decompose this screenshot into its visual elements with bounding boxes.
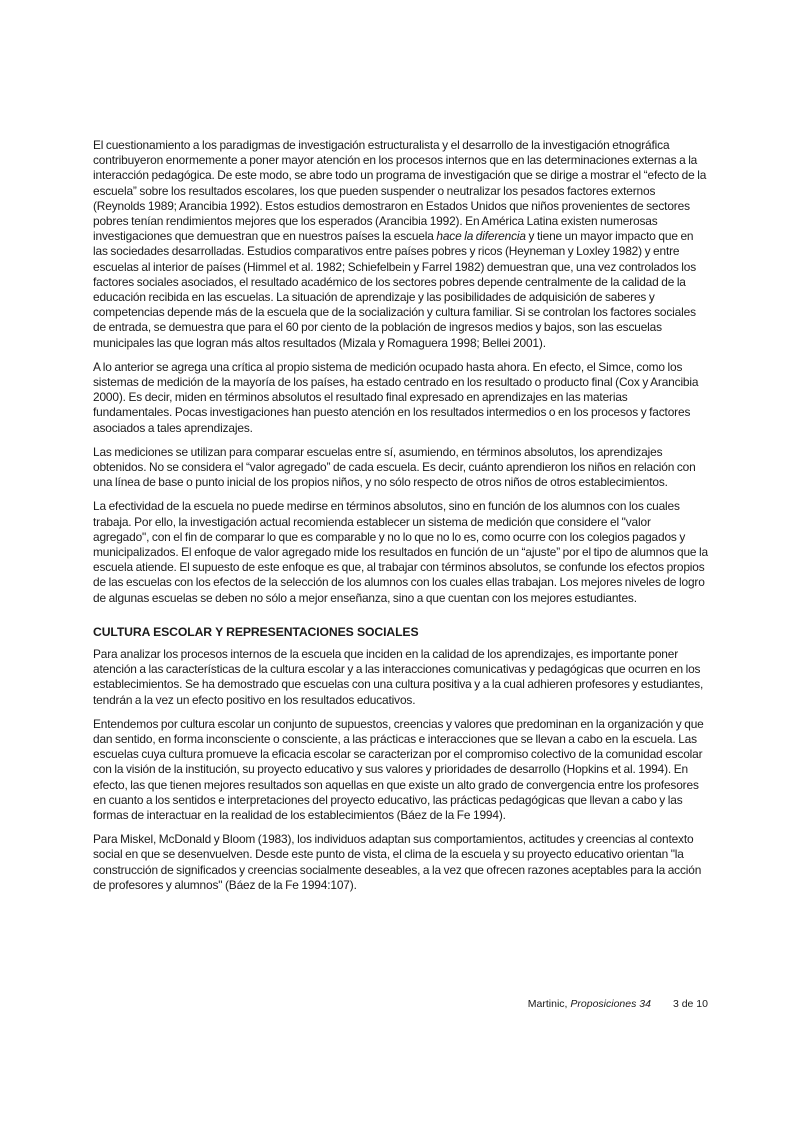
document-body: [93, 138, 709, 902]
section-heading: CULTURA ESCOLAR Y REPRESENTACIONES SOCIALES: [93, 624, 419, 639]
paragraph: [93, 138, 709, 351]
page-footer: [528, 997, 708, 1011]
paragraph: Para analizar los procesos internos de la escuela que inciden en la calidad de los aprendizajes, es importante poner atención a las características de la cultura escolar y a las interacciones comunicativas y pedagógicas que ocurren en los establecimientos. Se ha demostrado que escuelas con una cultura positiva y a la cual adhieren profesores y estudiantes, tendrán a la vez un efecto positivo en los resultados educativos.: [93, 646, 704, 707]
footer-journal: Proposiciones 34: [570, 998, 651, 1010]
paragraph: A lo anterior se agrega una crítica al propio sistema de medición ocupado hasta ahora. En efecto, el Simce, como los sistemas de medición de la mayoría de los países, ha estado centrado en los resultado o producto final (Cox y Arancibia 2000). Es decir, miden en términos absolutos el resultado final expresado en aprendizajes en las materias fundamentales. Pocas investigaciones han puesto atención en los resultados intermedios o en los procesos y factores asociados a tales aprendizajes.: [93, 359, 699, 435]
paragraph: La efectividad de la escuela no puede medirse en términos absolutos, sino en función de los alumnos con los cuales trabaja. Por ello, la investigación actual recomienda establecer un sistema de medición que considere el "valor agregado", con el fin de comparar lo que es comparable y no lo que no lo es, como ocurre con los colegios pagados y municipalizados. El enfoque de valor agregado mide los resultados en función de un “ajuste” por el tipo de alumnos que la escuela atiende. El supuesto de este enfoque es que, al trabajar con términos absolutos, se confunde los efectos propios de las escuelas con los efectos de la selección de los alumnos con los cuales ellas trabajan. Los mejores niveles de logro de algunas escuelas se deben no sólo a mejor enseñanza, sino a que cuentan con los mejores estudiantes.: [93, 499, 709, 605]
page-number: 3 de 10: [672, 998, 708, 1010]
paragraph: Para Miskel, McDonald y Bloom (1983), los individuos adaptan sus comportamientos, actitudes y creencias al contexto social en que se desenvuelven. Desde este punto de vista, el clima de la escuela y su proyecto educativo orientan "la construcción de significados y creencias socialmente deseables, a la vez que ofrecen razones aceptables para la acción de profesores y alumnos" (Báez de la Fe 1994:107).: [93, 832, 702, 892]
paragraph: Entendemos por cultura escolar un conjunto de supuestos, creencias y valores que predominan en la organización y que dan sentido, en forma inconsciente o consciente, a las prácticas e interacciones que se llevan a cabo en la escuela. Las escuelas cuya cultura promueve la eficacia escolar se caracterizan por el compromiso colectivo de la comunidad escolar con la visión de la institución, su proyecto educativo y sus valores y prioridades de desarrollo (Hopkins et al. 1994). En efecto, las que tienen mejores resultados son aquellas en que existe un alto grado de convergencia entre los profesores en cuanto a los sentidos e interpretaciones del proyecto educativo, las prácticas pedagógicas que llevan a cabo y las formas de interactuar en la realidad de los establecimientos (Báez de la Fe 1994).: [93, 716, 704, 822]
paragraph-text: y tiene un mayor impacto que en las sociedades desarrolladas. Estudios comparativos entre países pobres y ricos (Heyneman y Loxley 1982) y entre escuelas al interior de países (Himmel et al. 1982; Schiefelbein y Farrel 1982) demuestran que, una vez controlados los factores sociales asociados, el resultado académico de los sectores pobres depende centralmente de la calidad de la educación recibida en las escuelas. La situación de aprendizaje y las posibilidades de adquisición de saberes y competencias depende más de la escuela que de la socialización y cultura familiar. Si se controlan los factores sociales de entrada, se demuestra que para el 60 por ciento de la población de ingresos medios y bajos, son las escuelas municipales las que logran más altos resultados (Mizala y Romaguera 1998; Bellei 2001).: [93, 229, 697, 350]
footer-author: Martinic,: [527, 998, 571, 1010]
paragraph: Las mediciones se utilizan para comparar escuelas entre sí, asumiendo, en términos absolutos, los aprendizajes obtenidos. No se considera el “valor agregado” de cada escuela. Es decir, cuánto aprendieron los niños en relación con una línea de base o punto inicial de los propios niños, y no sólo respecto de otros niños de otros establecimientos.: [93, 444, 696, 490]
paragraph-text: El cuestionamiento a los paradigmas de investigación estructuralista y el desarrollo de la investigación etnográfica contribuyeron enormemente a poner mayor atención en los procesos internos que en las determinaciones externas a la interacción pedagógica. De este modo, se abre todo un programa de investigación que se dirige a mostrar el “efecto de la escuela” sobre los resultados escolares, los que pueden suspender o neutralizar los pesados factores externos (Reynolds 1989; Arancibia 1992). Estos estudios demostraron en Estados Unidos que niños provenientes de sectores pobres tenían rendimientos mejores que los esperados (Arancibia 1992). En América Latina existen numerosas investigaciones que demuestran que en nuestros países la escuela: [93, 138, 707, 244]
emphasis-text: hace la diferencia: [436, 229, 526, 244]
